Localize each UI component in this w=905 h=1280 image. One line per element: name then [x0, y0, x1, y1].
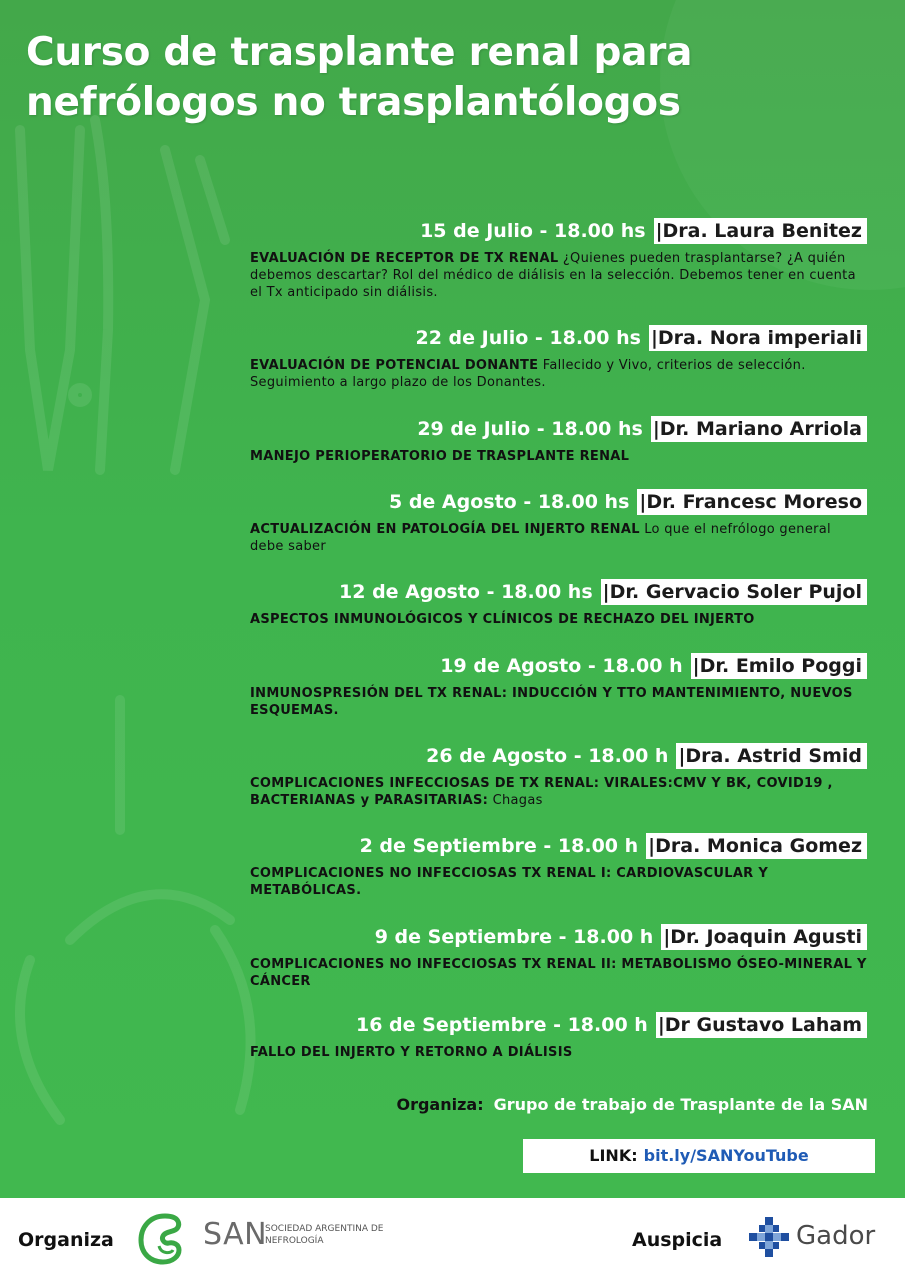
- session-header: [250, 924, 867, 952]
- sponsor-name: Gador: [796, 1221, 876, 1251]
- session-header: [250, 743, 867, 771]
- session-description: [250, 775, 867, 809]
- session-item: [250, 743, 867, 809]
- session-date: 9 de Septiembre - 18.00 h: [374, 926, 654, 948]
- session-topic: ACTUALIZACIÓN EN PATOLOGÍA DEL INJERTO RENAL: [250, 522, 640, 537]
- session-item: [250, 579, 867, 628]
- session-speaker: |Dr. Joaquin Agusti: [661, 924, 867, 950]
- session-date: 29 de Julio - 18.00 hs: [417, 418, 643, 440]
- session-date: 16 de Septiembre - 18.00 h: [356, 1014, 648, 1036]
- session-header: [250, 1012, 867, 1040]
- footer-bar: [0, 1198, 905, 1280]
- session-speaker: |Dra. Nora imperiali: [649, 325, 867, 351]
- san-acronym: SAN: [203, 1217, 268, 1252]
- session-item: [250, 653, 867, 719]
- link-box: [523, 1139, 875, 1173]
- session-speaker: |Dr. Emilo Poggi: [691, 653, 867, 679]
- session-detail: Fallecido y Vivo, criterios de selección. Seguimiento a largo plazo de los Donantes.: [250, 358, 806, 390]
- session-item: [250, 325, 867, 391]
- session-speaker: |Dr Gustavo Laham: [656, 1012, 867, 1038]
- session-header: [250, 325, 867, 353]
- session-topic: COMPLICACIONES NO INFECCIOSAS TX RENAL I: CARDIOVASCULAR Y METABÓLICAS.: [250, 866, 769, 898]
- session-item: [250, 416, 867, 465]
- organizer-label: Organiza:: [396, 1095, 484, 1114]
- session-item: [250, 924, 867, 990]
- session-description: [250, 865, 867, 899]
- session-topic: FALLO DEL INJERTO Y RETORNO A DIÁLISIS: [250, 1045, 573, 1060]
- session-topic: EVALUACIÓN DE POTENCIAL DONANTE: [250, 358, 539, 373]
- organizer-line: [250, 1094, 868, 1116]
- session-speaker: |Dr. Gervacio Soler Pujol: [601, 579, 867, 605]
- session-date: 2 de Septiembre - 18.00 h: [359, 835, 639, 857]
- session-description: [250, 956, 867, 990]
- session-date: 15 de Julio - 18.00 hs: [420, 220, 646, 242]
- session-topic: INMUNOSPRESIÓN DEL TX RENAL: INDUCCIÓN Y TTO MANTENIMIENTO, NUEVOS ESQUEMAS.: [250, 686, 853, 718]
- session-description: [250, 685, 867, 719]
- session-topic: ASPECTOS INMUNOLÓGICOS Y CLÍNICOS DE RECHAZO DEL INJERTO: [250, 612, 755, 627]
- youtube-link[interactable]: bit.ly/SANYouTube: [643, 1146, 809, 1165]
- session-detail: ¿Quienes pueden trasplantarse? ¿A quién debemos descartar? Rol del médico de diálisis en la selección. Debemos tener en cuenta el Tx anticipado sin diálisis.: [250, 251, 856, 300]
- session-description: [250, 357, 867, 391]
- session-speaker: |Dra. Laura Benitez: [654, 218, 867, 244]
- session-topic: COMPLICACIONES NO INFECCIOSAS TX RENAL II: METABOLISMO ÓSEO-MINERAL Y CÁNCER: [250, 957, 867, 989]
- session-description: [250, 521, 867, 555]
- footer-organiza-label: Organiza: [18, 1229, 114, 1251]
- course-title: Curso de trasplante renal para nefrólogos no trasplantólogos: [26, 30, 693, 125]
- session-header: [250, 416, 867, 444]
- session-topic: COMPLICACIONES INFECCIOSAS DE TX RENAL: VIRALES:CMV Y BK, COVID19 , BACTERIANAS y PARASITARIAS:: [250, 776, 833, 808]
- session-description: [250, 448, 867, 465]
- session-header: [250, 653, 867, 681]
- session-item: [250, 833, 867, 899]
- session-date: 12 de Agosto - 18.00 hs: [339, 581, 593, 603]
- footer-auspicia-label: Auspicia: [632, 1229, 723, 1251]
- session-date: 22 de Julio - 18.00 hs: [415, 327, 641, 349]
- organizer-value: Grupo de trabajo de Trasplante de la SAN: [493, 1095, 868, 1114]
- session-item: [250, 489, 867, 555]
- session-date: 5 de Agosto - 18.00 hs: [388, 491, 630, 513]
- session-topic: EVALUACIÓN DE RECEPTOR DE TX RENAL: [250, 251, 559, 266]
- san-full-name: SOCIEDAD ARGENTINA DE NEFROLOGÍA: [265, 1224, 384, 1246]
- session-description: [250, 250, 867, 301]
- session-item: [250, 1012, 867, 1061]
- session-detail: Lo que el nefrólogo general debe saber: [250, 522, 831, 554]
- session-speaker: |Dra. Monica Gomez: [646, 833, 867, 859]
- session-speaker: |Dra. Astrid Smid: [676, 743, 867, 769]
- gador-cross-icon: [748, 1216, 790, 1258]
- session-header: [250, 218, 867, 246]
- link-label: LINK:: [589, 1146, 638, 1165]
- session-header: [250, 833, 867, 861]
- session-speaker: |Dr. Francesc Moreso: [637, 489, 867, 515]
- session-speaker: |Dr. Mariano Arriola: [651, 416, 867, 442]
- session-header: [250, 579, 867, 607]
- kidney-logo-icon: [135, 1210, 193, 1268]
- session-date: 19 de Agosto - 18.00 h: [440, 655, 683, 677]
- session-date: 26 de Agosto - 18.00 h: [426, 745, 669, 767]
- session-header: [250, 489, 867, 517]
- session-detail: Chagas: [492, 793, 543, 808]
- session-item: [250, 218, 867, 301]
- session-topic: MANEJO PERIOPERATORIO DE TRASPLANTE RENAL: [250, 449, 630, 464]
- session-description: [250, 611, 867, 628]
- session-description: [250, 1044, 867, 1061]
